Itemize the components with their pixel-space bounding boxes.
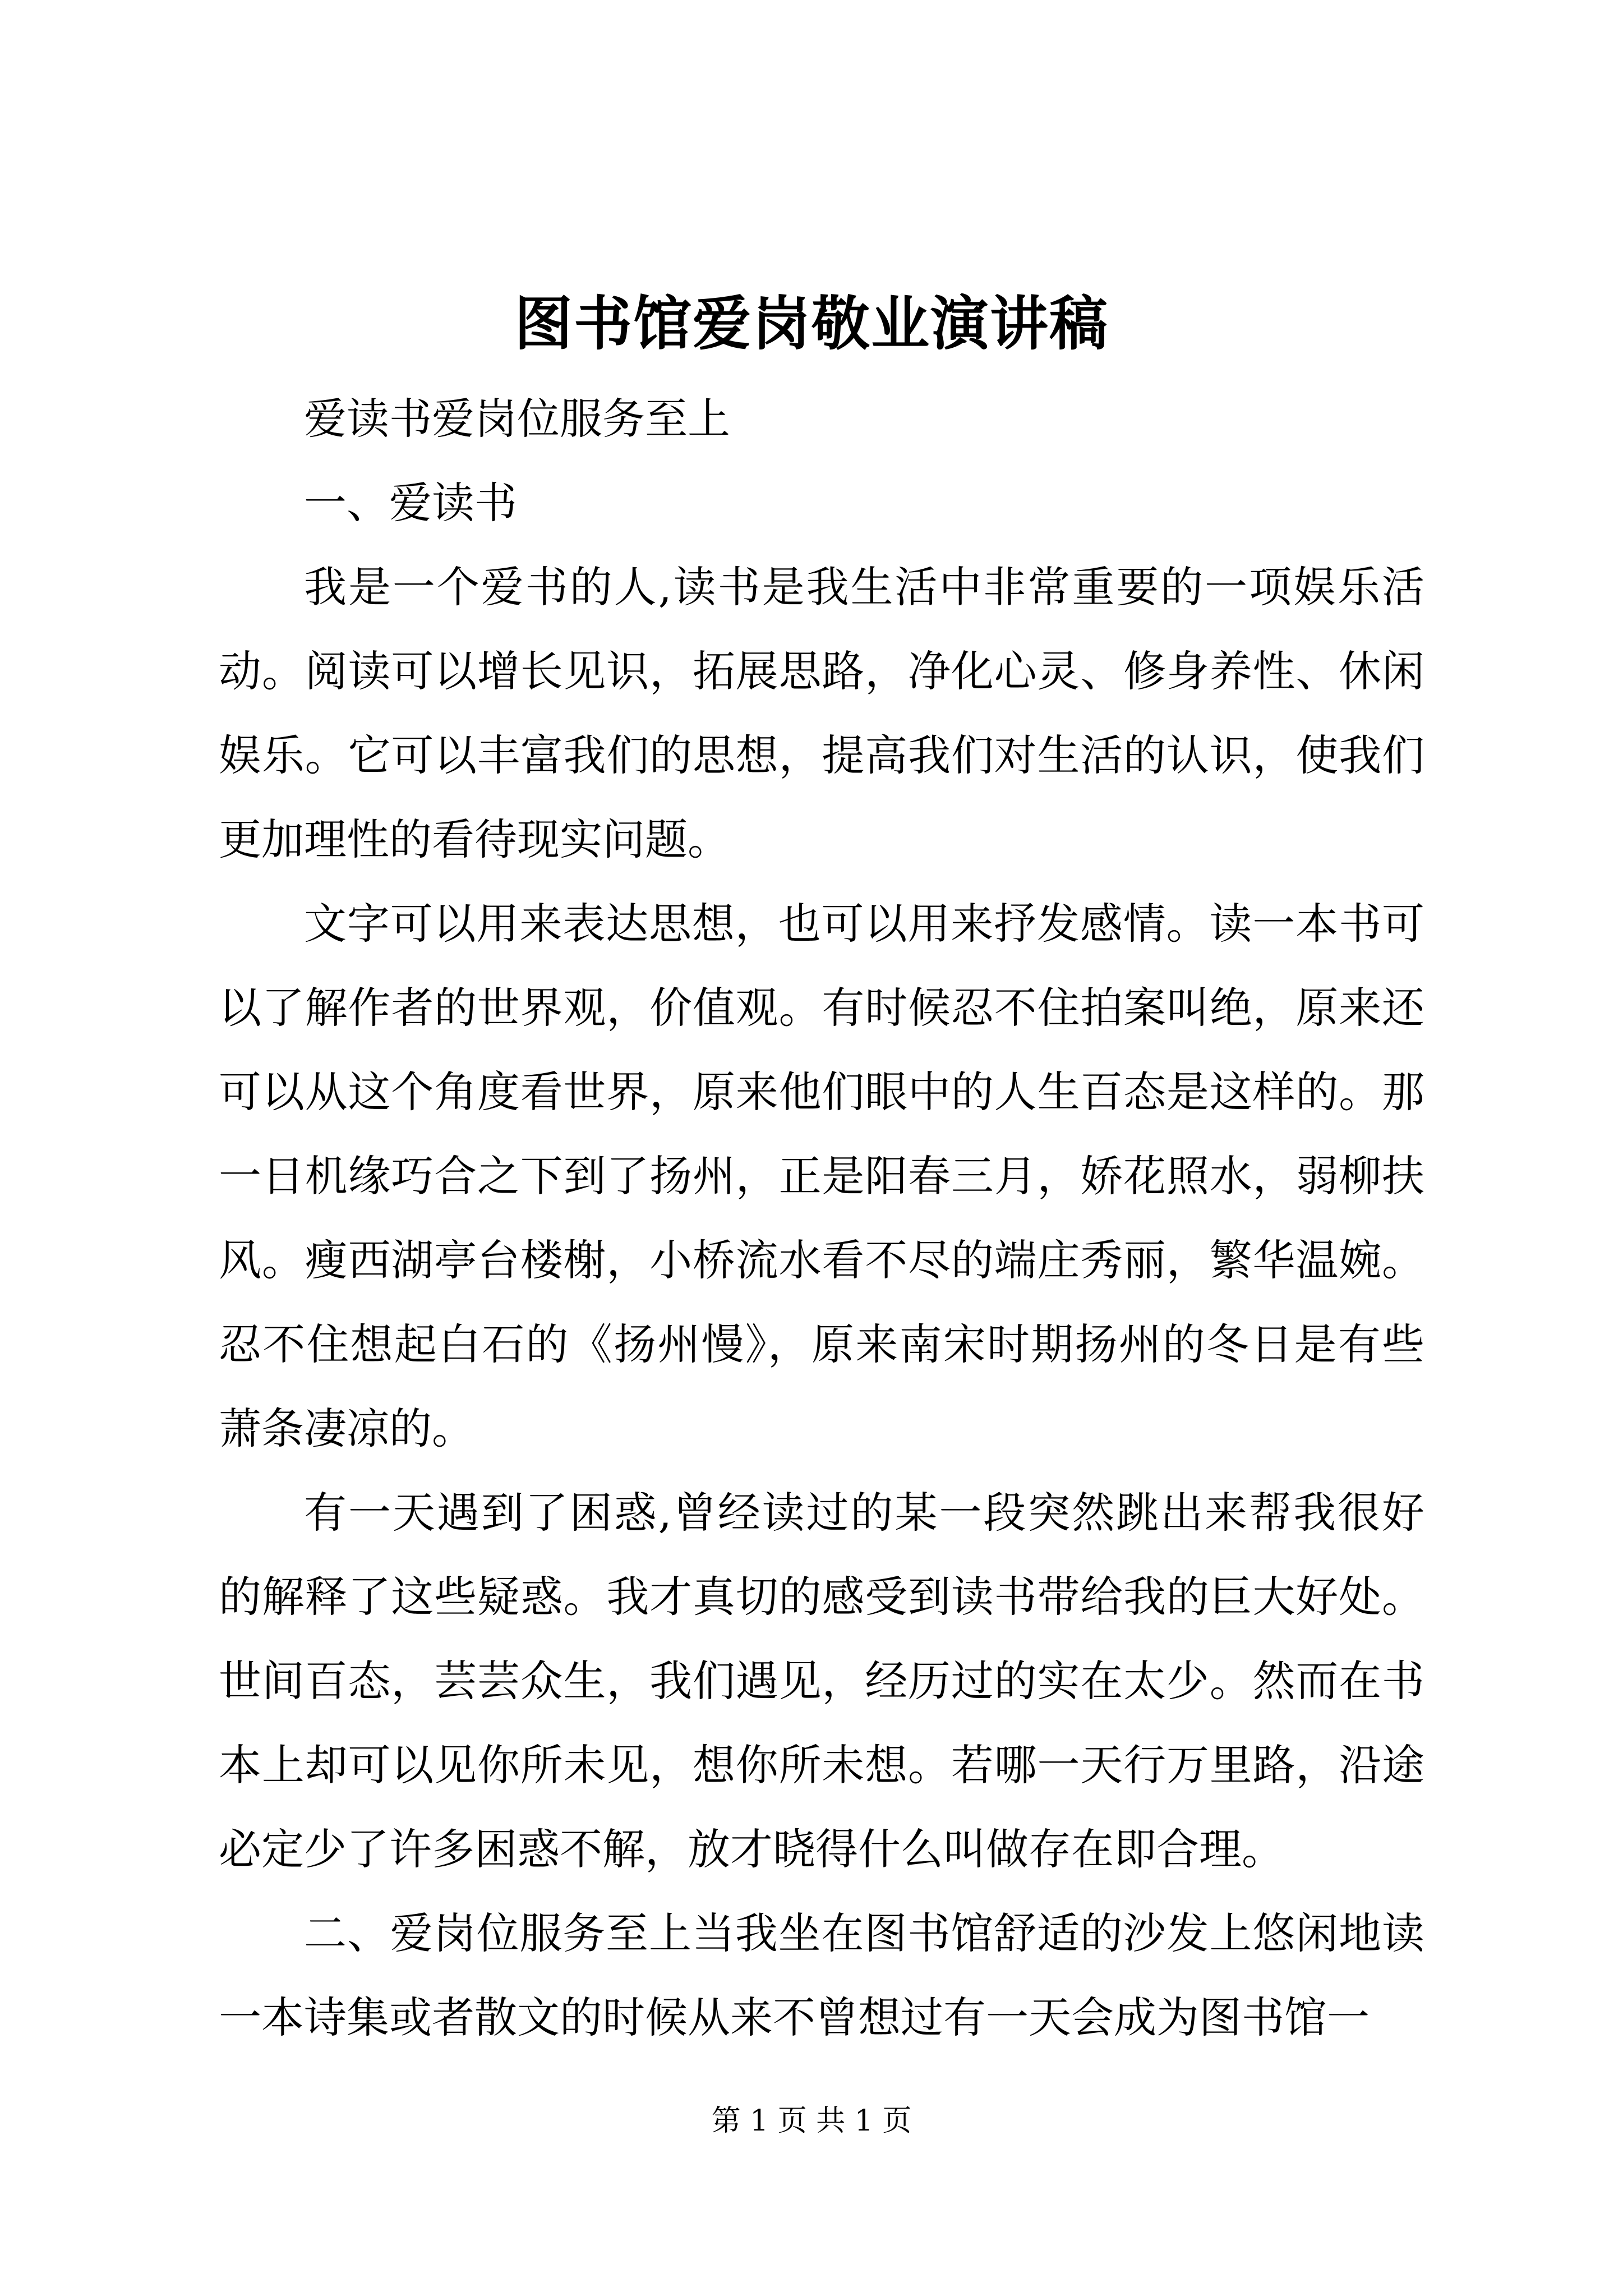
paragraph-section-heading-1: 一、爱读书	[304, 478, 517, 528]
paragraph: 我是一个爱书的人,读书是我生活中非常重要的一项娱乐活动。阅读可以增长见识，拓展思路，净化心灵、修身养性、休闲娱乐。它可以丰富我们的思想，提高我们对生活的认识，使我们更加理性的看待现实问题。	[219, 562, 1424, 864]
paragraph: 文字可以用来表达思想，也可以用来抒发感情。读一本书可以了解作者的世界观，价值观。有时候忍不住拍案叫绝，原来还可以从这个角度看世界，原来他们眼中的人生百态是这样的。那一日机缘巧合之下到了扬州，正是阳春三月，娇花照水，弱柳扶风。瘦西湖亭台楼榭，小桥流水看不尽的端庄秀丽，繁华温婉。忍不住想起白石的《扬州慢》，原来南宋时期扬州的冬日是有些萧条凄凉的。	[219, 899, 1424, 1453]
paragraph: 有一天遇到了困惑,曾经读过的某一段突然跳出来帮我很好的解释了这些疑惑。我才真切的感受到读书带给我的巨大好处。世间百态，芸芸众生，我们遇见，经历过的实在太少。然而在书本上却可以见你所未见，想你所未想。若哪一天行万里路，沿途必定少了许多困惑不解，放才晓得什么叫做存在即合理。	[219, 1488, 1424, 1874]
paragraph-subtitle: 爱读书爱岗位服务至上	[304, 394, 730, 444]
paragraph-section-heading-2: 二、爱岗位服务至上当我坐在图书馆舒适的沙发上悠闲地读一本诗集或者散文的时候从来不曾想过有一天会成为图书馆一	[219, 1908, 1424, 2042]
document-body	[219, 377, 1424, 2060]
page-footer: 第 1 页 共 1 页	[711, 2104, 912, 2138]
document-title: 图书馆爱岗敬业演讲稿	[514, 289, 1109, 358]
